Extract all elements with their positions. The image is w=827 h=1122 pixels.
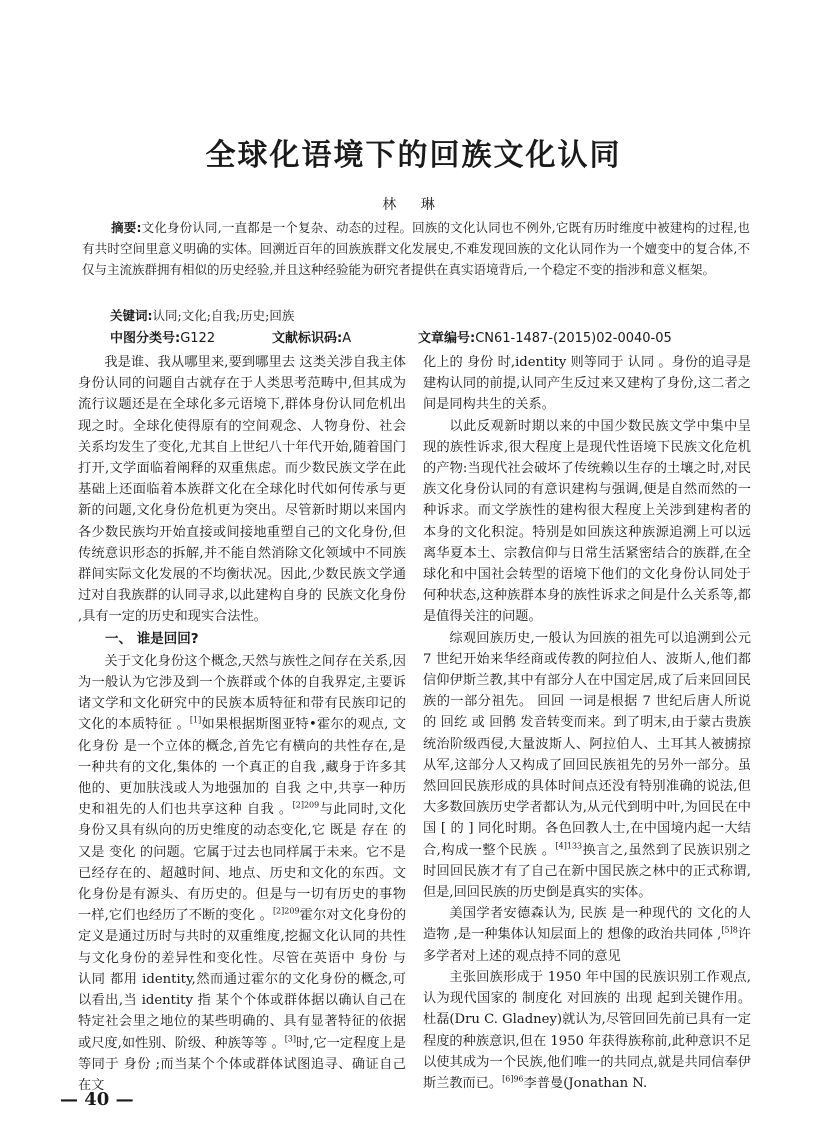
article-title: 全球化语境下的回族文化认同 — [205, 138, 622, 173]
paragraph: 化上的 身份 时,identity 则等同于 认同 。身份的追寻是建构认同的前提,认同产生反过来又建构了身份,这二者之间是同构共生的关系。 — [423, 355, 751, 413]
text-run: 如果根据斯图亚特•霍尔的观点, 文化身份 是一个立体的概念,首先它有横向的共性存在,是 一种共有的文化,集体的 一个真正的自我 ,藏身于许多其他的、更加肤浅或人为地强加的 自我 之中,共享一种历史和祖先的人们也共享这种 自我 。 — [78, 717, 406, 818]
text-run: 与此同时,文化身份又具有纵向的历史维度的动态变化,它 既是 存在 的又是 变化 的问题。它属于过去也同样属于未来。它不是已经存在的、超越时间、地点、历史和文化的东西。文化身份是有源头、有历史的。但是与一切有历史的事物一样,它们也经历了不断的变化 。 — [78, 802, 406, 924]
clc-number — [110, 327, 215, 346]
abstract-text: 文化身份认同,一直都是一个复杂、动态的过程。回族的文化认同也不例外,它既有历时维度中被建构的过程,也有共时空间里意义明确的实体。回溯近百年的回族族群文化发展史,不难发现回族的文化认同作为一个嬗变中的复合体,不仅与主流族群拥有相似的历史经验,并且这种经验能为研究者提供在真实语境背后,一个稳定不变的指涉和意义框架。 — [82, 220, 750, 277]
keywords-text: 认同;文化;自我;历史;回族 — [152, 308, 295, 323]
doc-value: A — [342, 331, 352, 346]
paragraph: 以此反观新时期以来的中国少数民族文学中集中呈现的族性诉求,很大程度上是现代性语境下民族文化危机的产物:当现代社会破坏了传统赖以生存的土壤之时,对民族文化身份认同的有意识建构与强调,便是自然而然的一种诉求。而文学族性的建构很大程度上关涉到建构者的本身的文化积淀。特别是如回族这种族源追溯上可以远离华夏本土、宗教信仰与日常生活紧密结合的族群,在全球化和中国社会转型的语境下他们的文化身份认同处于何种状态,这种族群本身的族性诉求之间是什么关系等,都是值得关注的问题。 — [423, 418, 751, 625]
clc-value: G122 — [180, 331, 216, 346]
text-run: 李普曼(Jonathan N. — [523, 1075, 648, 1091]
doc-label: 文献标识码: — [272, 331, 343, 346]
paragraph — [423, 628, 751, 904]
paragraph: 我是谁、我从哪里来,要到哪里去 这类关涉自我主体身份认同的问题自古就存在于人类思考范畴中,但其成为流行议题还是在全球化多元语境下,群体身份认同危机出现之时。全球化使得原有的空间观念、人物身份、社会关系均发生了变化,尤其自上世纪八十年代开始,随着国门打开,文学面临着阐释的双重焦虑。而少数民族文学在此基础上还面临着本族群文化在全球化时代如何传承与更新的问题,文化身份危机更为突出。尽管新时期以来国内各少数民族均开始直接或间接地重塑自己的文化身份,但传统意识形态的拆解,并不能自然消除文化领域中不同族群间实际文化发展的不均衡状况。因此,少数民族文学通过对自我族群的认同寻求,以此建构自身的 民族文化身份 ,具有一定的历史和现实合法性。 — [78, 355, 406, 625]
article-number — [418, 327, 672, 346]
text-run: 美国学者安德森认为, 民族 是一种现代的 文化的人造物 ,是一种集体认知层面上的 想像的政治共同体 , — [423, 906, 751, 943]
keywords — [110, 306, 294, 324]
citation: [2]209 — [272, 906, 300, 916]
author-name: 林 琳 — [382, 197, 445, 213]
abstract — [82, 217, 750, 280]
keywords-label: 关键词: — [110, 308, 153, 323]
citation: [1] — [189, 716, 202, 726]
section-heading: 一、 谁是回回? — [105, 630, 199, 647]
text-run: 换言之,虽然到了民族识别之时回回民族才有了自己在新中国民族之林中的正式称谓,但是,回回民族的历史倒是真实的实体。 — [423, 842, 751, 901]
text-run: 时,它一定程度上是等同于 身份 ;而当某个个体或群体试图追寻、确证自己在文 — [78, 1035, 406, 1093]
page-number: — 40 — — [60, 1089, 134, 1110]
text-run: 综观回族历史,一般认为回族的祖先可以追溯到公元 7 世纪开始来华经商或传教的阿拉伯人、波斯人,他们都信仰伊斯兰教,其中有部分人在中国定居,成了后来回回民族的一部分祖先。 回回 一词是根据 7 世纪后唐人所说的 回纥 或 回鹘 发音转变而来。到了明末,由于蒙古贵族统治阶级西侵,大量波斯人、阿拉伯人、土耳其人被掳掠从军,这部分人又构成了回回民族祖先的另外一部分。虽然回回民族形成的具体时间点还没有特别准确的说法,但大多数回族历史学者都认为,从元代到明中叶,为回民在中国 [ 的 ] 同化时期。各色回教人士,在中国境内起一大结合,构成一整个民族 。 — [423, 630, 751, 858]
citation: [4]133 — [555, 841, 583, 851]
abstract-label: 摘要: — [111, 220, 142, 235]
article-label: 文章编号: — [418, 331, 476, 346]
text-run: 关于文化身份这个概念,天然与族性之间存在关系,因为一般认为它涉及到一个族群或个体的自我界定,主要诉诸文学和文化研究中的民族本质特征和带有民族印记的文化的本质特征 。 — [78, 653, 406, 733]
citation: [3] — [284, 1034, 297, 1044]
paragraph — [78, 651, 406, 1096]
clc-label: 中图分类号: — [110, 331, 181, 346]
citation: [6]96 — [502, 1074, 524, 1084]
document-code — [272, 327, 351, 346]
right-column — [423, 352, 751, 1092]
text-run: 霍尔对文化身份的定义是通过历时与共时的双重维度,挖掘文化认同的共性与文化身份的差异性和变化性。尽管在英语中 身份 与 认同 都用 identity,然而通过霍尔的文化身份的概念,可以看出,当 identity 指 某个个体或群体据以确认自己在特定社会里之地位的某些明确的、具有显著特征的依据或尺度,如性别、阶级、种族等等 。 — [78, 908, 407, 1051]
text-run: 主张回族形成于 1950 年中国的民族识别工作观点,认为现代国家的 制度化 对回族的 出现 起到关键作用。杜磊(Dru C. Gladney)就认为,尽管回回先前已具有一定程度的种族意识,但在 1950 年获得族称前,此种意识不足以使其成为一个民族,他们唯一的共同点,就是共同信奉伊斯兰教而已。 — [423, 969, 751, 1091]
citation: [2]209 — [292, 800, 320, 810]
paragraph — [423, 903, 751, 967]
article-value: CN61-1487-(2015)02-0040-05 — [475, 331, 672, 346]
text-run: 许多学者对上述的观点持不同的意见 — [423, 927, 752, 964]
citation: [5]8 — [721, 926, 738, 936]
paragraph — [423, 967, 751, 1094]
left-column — [78, 352, 407, 1093]
